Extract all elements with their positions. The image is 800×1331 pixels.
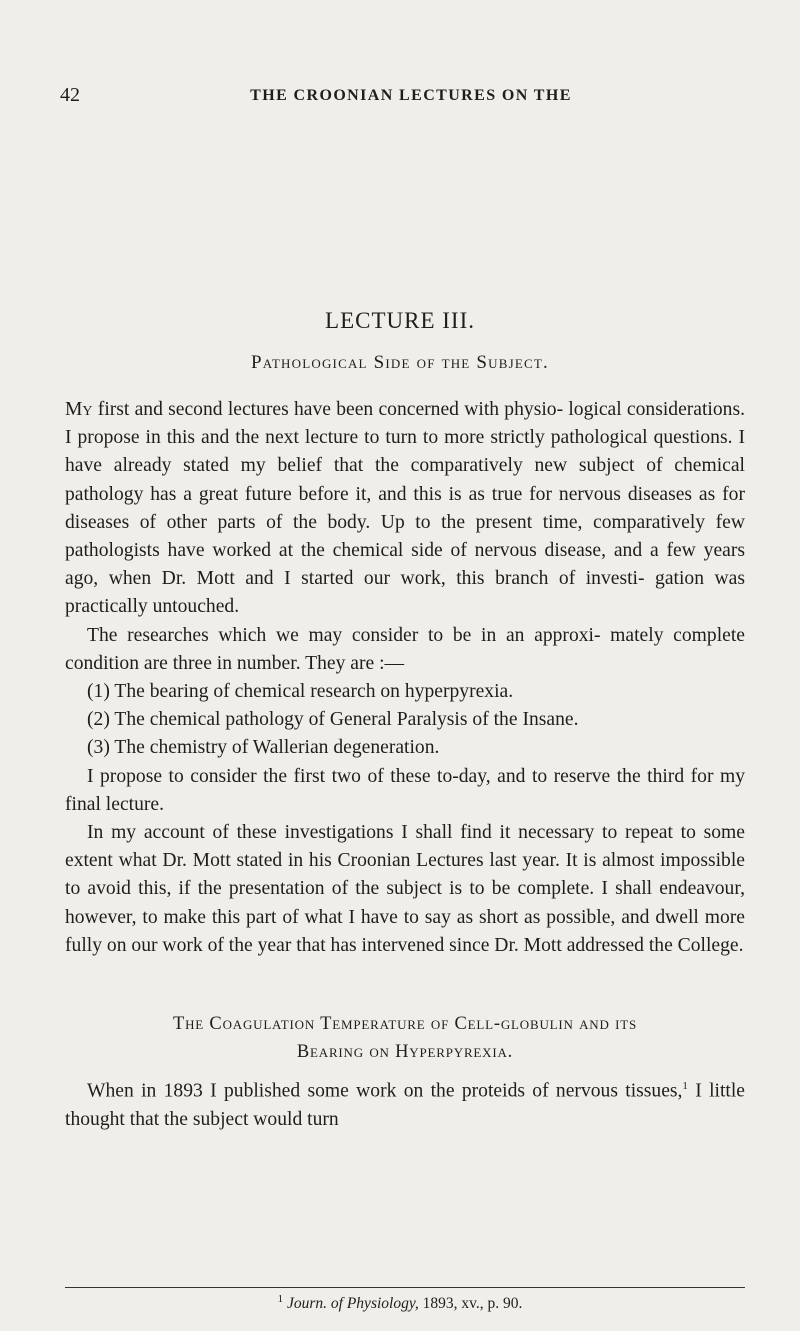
footnote-ref: 1 xyxy=(682,1080,688,1092)
section-text-end: I little thought that the subject would turn xyxy=(65,1080,745,1130)
paragraph-section xyxy=(65,1072,745,1134)
drop-word: My xyxy=(65,399,93,420)
section-text-start: When in 1893 I published some work on the proteids of nervous tissues, xyxy=(87,1080,683,1102)
footnote-details: 1893, xv., p. 90. xyxy=(418,1295,523,1313)
lecture-body xyxy=(65,396,745,960)
list-item: (1) The bearing of chemical research on hyperpyrexia. xyxy=(87,681,514,703)
section-heading xyxy=(65,1010,745,1066)
running-title: THE CROONIAN LECTURES ON THE xyxy=(250,87,572,104)
paragraph-propose: I propose to consider the first two of these to-day, and to reserve the third for my final lecture. xyxy=(65,765,745,815)
paragraph-intro xyxy=(65,396,745,622)
page-header xyxy=(0,84,800,114)
section-heading-line-2: Bearing on Hyperpyrexia. xyxy=(296,1042,514,1062)
list-item: (2) The chemical pathology of General Paralysis of the Insane. xyxy=(87,709,579,731)
footnote-marker: 1 xyxy=(277,1293,284,1305)
paragraph-intro-text: first and second lectures have been concerned with physio- logical considerations. I propose in this and the next lecture to turn to more strictly pathological questions. I have already stated my belief that the comparatively new subject of chemical pathology has a great future before it, and this is as true for nervous diseases as for diseases of other parts of the body. Up to the present time, comparatively few pathologists have worked at the chemical side of nervous disease, and a few years ago, when Dr. Mott and I started our work, this branch of investi- gation was practically untouched. xyxy=(65,399,745,618)
lecture-title: LECTURE III. xyxy=(325,308,475,333)
footnote-divider xyxy=(65,1287,745,1288)
lecture-subtitle: Pathological Side of the Subject. xyxy=(251,352,549,373)
footnote-journal: Journ. of Physiology, xyxy=(287,1295,419,1313)
paragraph-researches: The researches which we may consider to be in an approxi- mately complete condition are three in number. They are :— xyxy=(65,624,745,674)
list-item: (3) The chemistry of Wallerian degeneration. xyxy=(87,737,440,759)
footnote xyxy=(0,1293,800,1313)
section-body xyxy=(65,1072,745,1134)
section-heading-line-1: The Coagulation Temperature of Cell-globulin and its xyxy=(172,1014,638,1034)
paragraph-account: In my account of these investigations I shall find it necessary to repeat to some extent what Dr. Mott stated in his Croonian Lectures last year. It is almost impossible to avoid this, if the presentation of the subject is to be complete. I shall endeavour, however, to make this part of what I have to say as short as possible, and dwell more fully on our work of the year that has intervened since Dr. Mott addressed the College. xyxy=(65,822,745,956)
page-number: 42 xyxy=(60,84,80,106)
